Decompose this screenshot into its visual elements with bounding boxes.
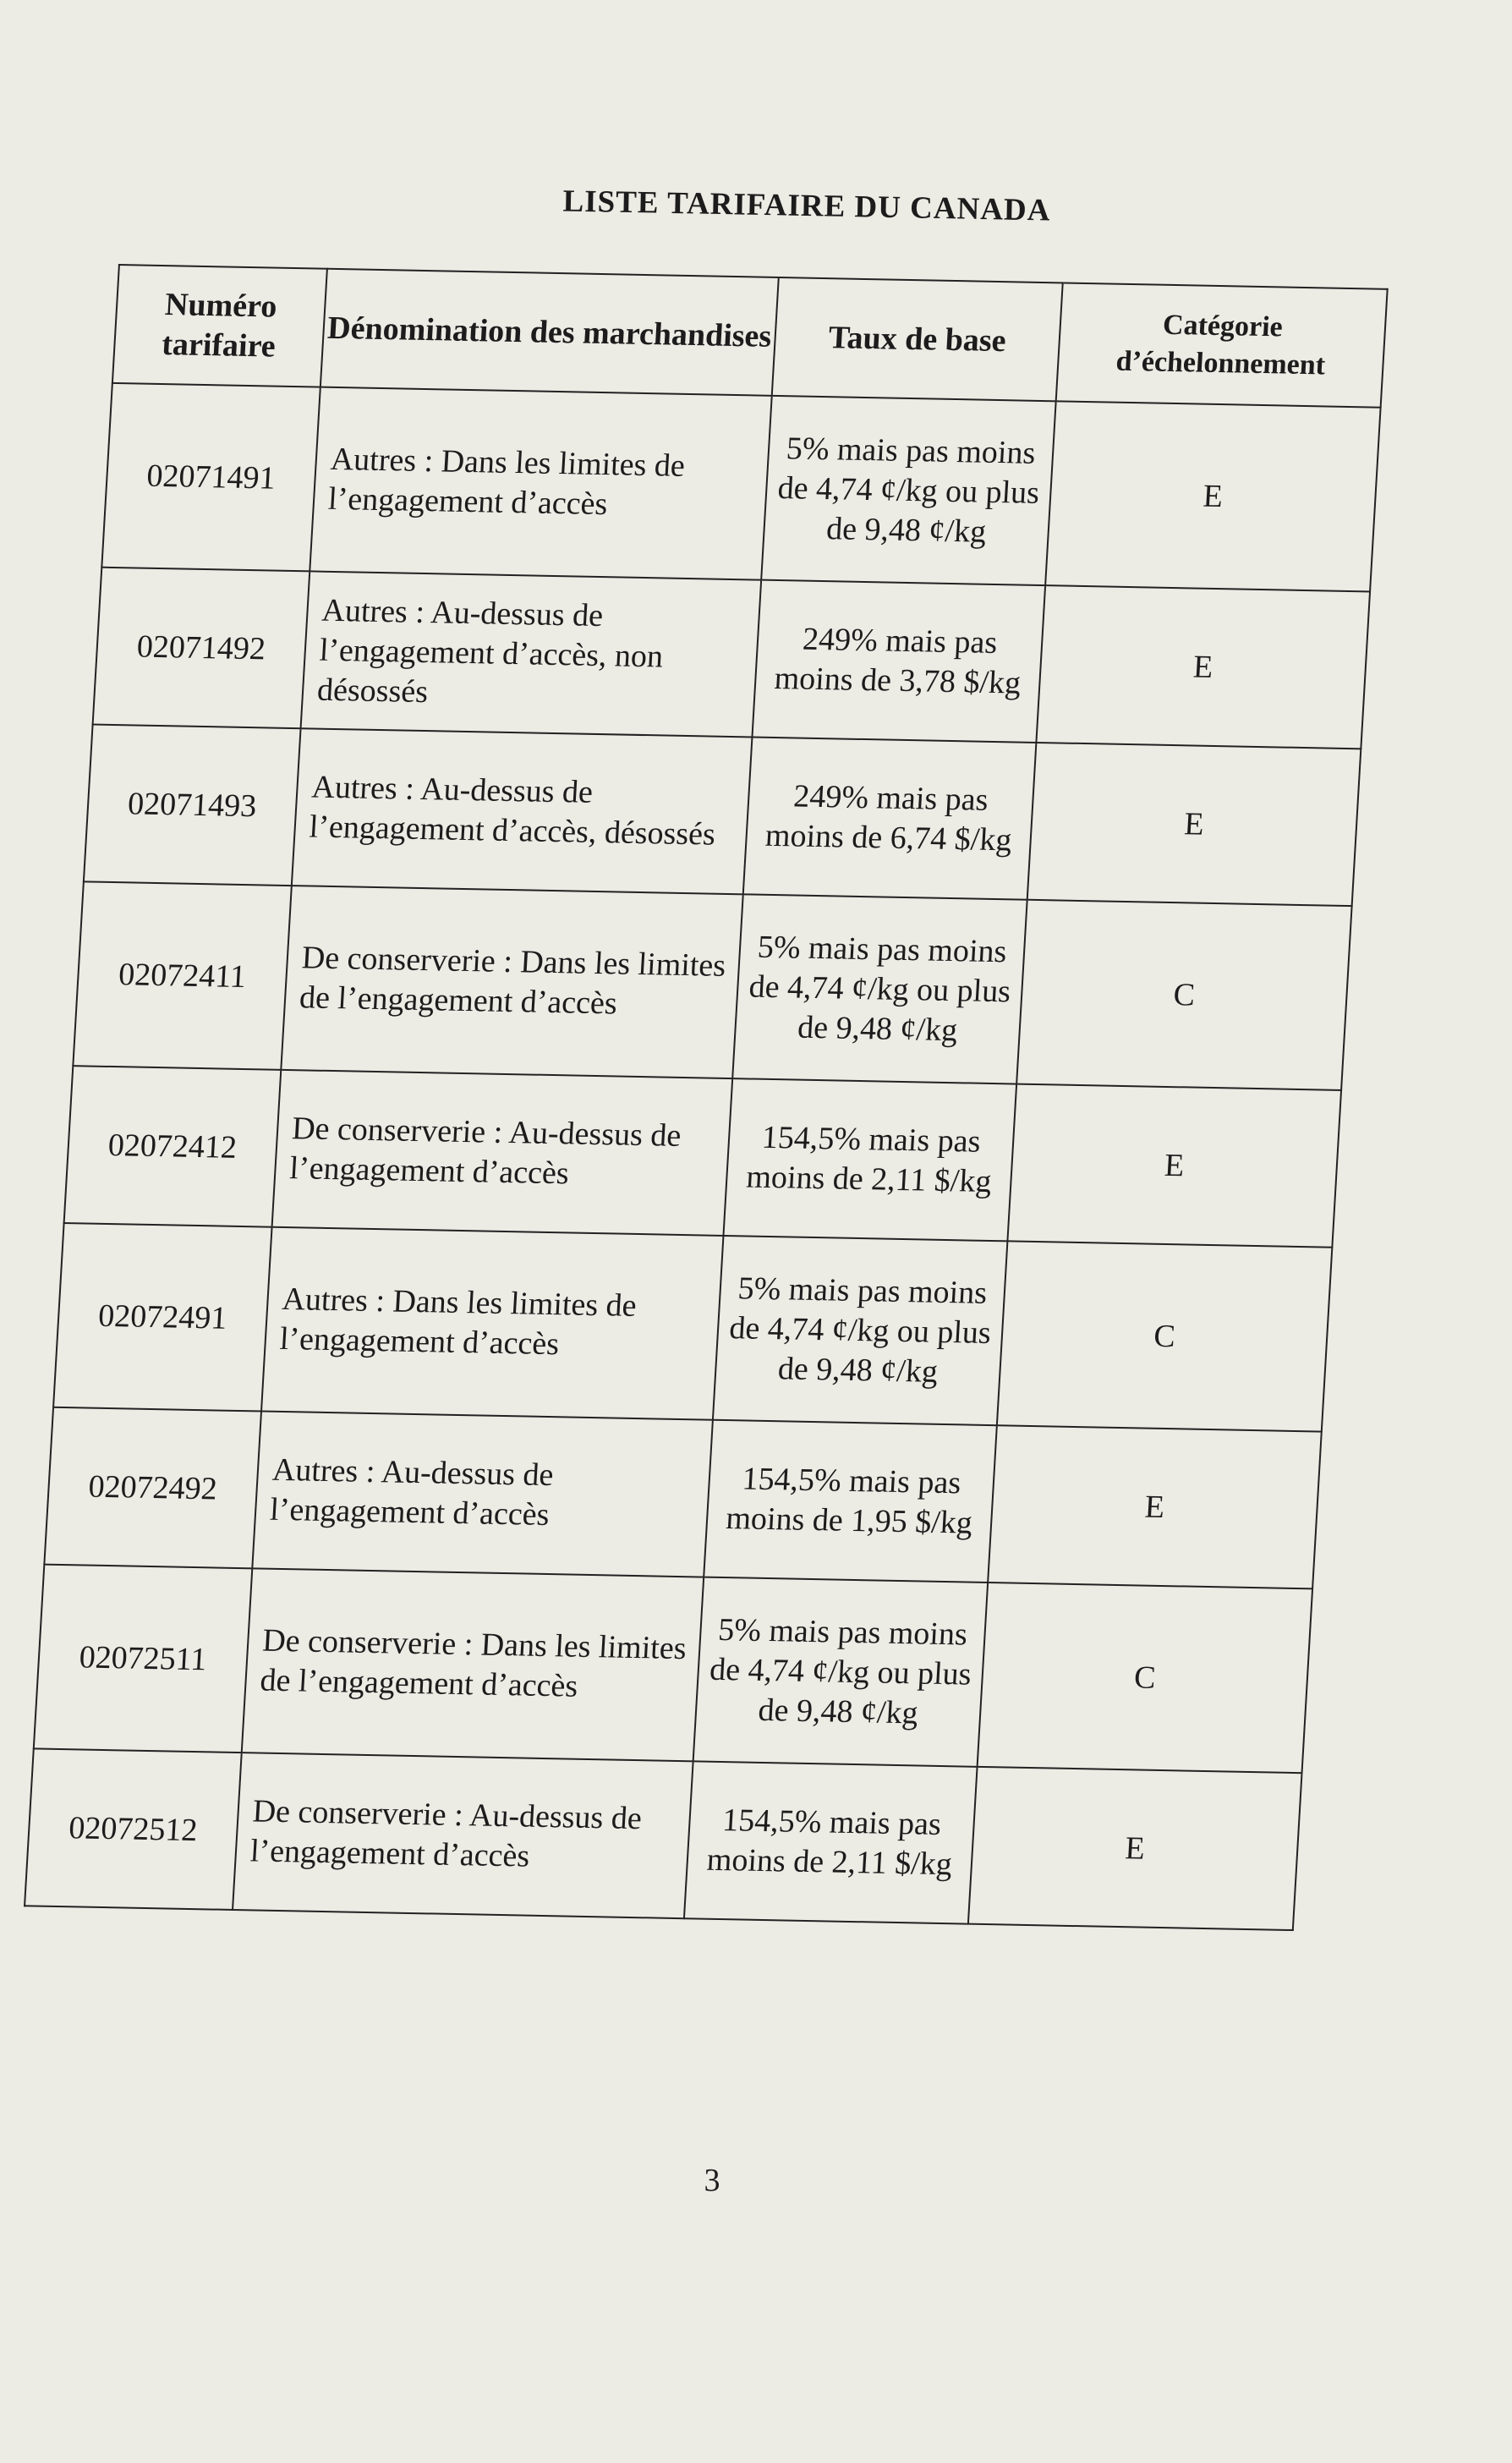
goods-description: De conserverie : Dans les limites de l’engagement d’accès bbox=[281, 886, 742, 1078]
tariff-number: 02072512 bbox=[25, 1748, 242, 1910]
goods-description: Autres : Dans les limites de l’engagement d’accès bbox=[261, 1227, 723, 1420]
staging-category: E bbox=[1007, 1084, 1341, 1248]
table-row bbox=[64, 1066, 1341, 1248]
table-row bbox=[25, 1748, 1301, 1930]
base-rate: 5% mais pas moins de 4,74 ¢/kg ou plus de 9,48 ¢/kg bbox=[693, 1577, 988, 1767]
staging-category: E bbox=[1045, 401, 1380, 591]
staging-category: E bbox=[1036, 585, 1370, 749]
tariff-number: 02071492 bbox=[93, 568, 310, 729]
table-row bbox=[93, 568, 1370, 749]
staging-category: E bbox=[968, 1767, 1302, 1930]
table-row bbox=[53, 1223, 1332, 1432]
base-rate: 154,5% mais pas moins de 2,11 $/kg bbox=[723, 1078, 1016, 1241]
goods-description: De conserverie : Au-dessus de l’engagement d’accès bbox=[272, 1070, 733, 1236]
staging-category: C bbox=[997, 1241, 1332, 1431]
goods-description: Autres : Au-dessus de l’engagement d’accès, désossés bbox=[292, 728, 753, 894]
goods-description: Autres : Au-dessus de l’engagement d’accès bbox=[252, 1411, 713, 1577]
base-rate: 154,5% mais pas moins de 2,11 $/kg bbox=[684, 1761, 978, 1923]
table-row bbox=[73, 881, 1351, 1090]
table-row bbox=[34, 1565, 1312, 1774]
tariff-number: 02072491 bbox=[53, 1223, 272, 1412]
tariff-number: 02071491 bbox=[101, 383, 320, 572]
staging-category: E bbox=[1027, 743, 1361, 906]
page-number: 3 bbox=[704, 2163, 720, 2198]
staging-category: C bbox=[978, 1583, 1312, 1773]
tariff-number: 02072492 bbox=[44, 1407, 261, 1569]
tariff-table bbox=[24, 264, 1389, 1931]
table-row bbox=[101, 383, 1380, 592]
tariff-number: 02072411 bbox=[73, 881, 292, 1070]
base-rate: 5% mais pas moins de 4,74 ¢/kg ou plus de 9,48 ¢/kg bbox=[761, 396, 1055, 585]
tariff-number: 02072412 bbox=[64, 1066, 282, 1227]
tariff-number: 02071493 bbox=[84, 725, 301, 886]
header-rate: Taux de base bbox=[772, 277, 1063, 401]
header-number: Numéro tarifaire bbox=[112, 265, 327, 387]
goods-description: De conserverie : Dans les limites de l’engagement d’accès bbox=[242, 1568, 704, 1761]
base-rate: 5% mais pas moins de 4,74 ¢/kg ou plus de 9,48 ¢/kg bbox=[713, 1236, 1007, 1425]
tariff-number: 02072511 bbox=[34, 1565, 253, 1753]
tariff-table-container bbox=[24, 264, 1387, 1931]
staging-category: C bbox=[1016, 900, 1351, 1090]
goods-description: Autres : Dans les limites de l’engagement d’accès bbox=[310, 387, 771, 580]
base-rate: 5% mais pas moins de 4,74 ¢/kg ou plus de 9,48 ¢/kg bbox=[732, 894, 1027, 1083]
goods-description: Autres : Au-dessus de l’engagement d’accès, non désossés bbox=[301, 571, 762, 737]
base-rate: 154,5% mais pas moins de 1,95 $/kg bbox=[704, 1420, 997, 1583]
table-row bbox=[84, 725, 1361, 907]
header-description: Dénomination des marchandises bbox=[320, 269, 779, 396]
base-rate: 249% mais pas moins de 6,74 $/kg bbox=[743, 737, 1037, 899]
base-rate: 249% mais pas moins de 3,78 $/kg bbox=[752, 580, 1045, 743]
header-category: Catégorie d’échelonnement bbox=[1056, 283, 1388, 407]
staging-category: E bbox=[988, 1425, 1322, 1588]
table-row bbox=[44, 1407, 1321, 1589]
page-title: LISTE TARIFAIRE DU CANADA bbox=[562, 184, 1051, 228]
goods-description: De conserverie : Au-dessus de l’engagement d’accès bbox=[233, 1753, 693, 1918]
